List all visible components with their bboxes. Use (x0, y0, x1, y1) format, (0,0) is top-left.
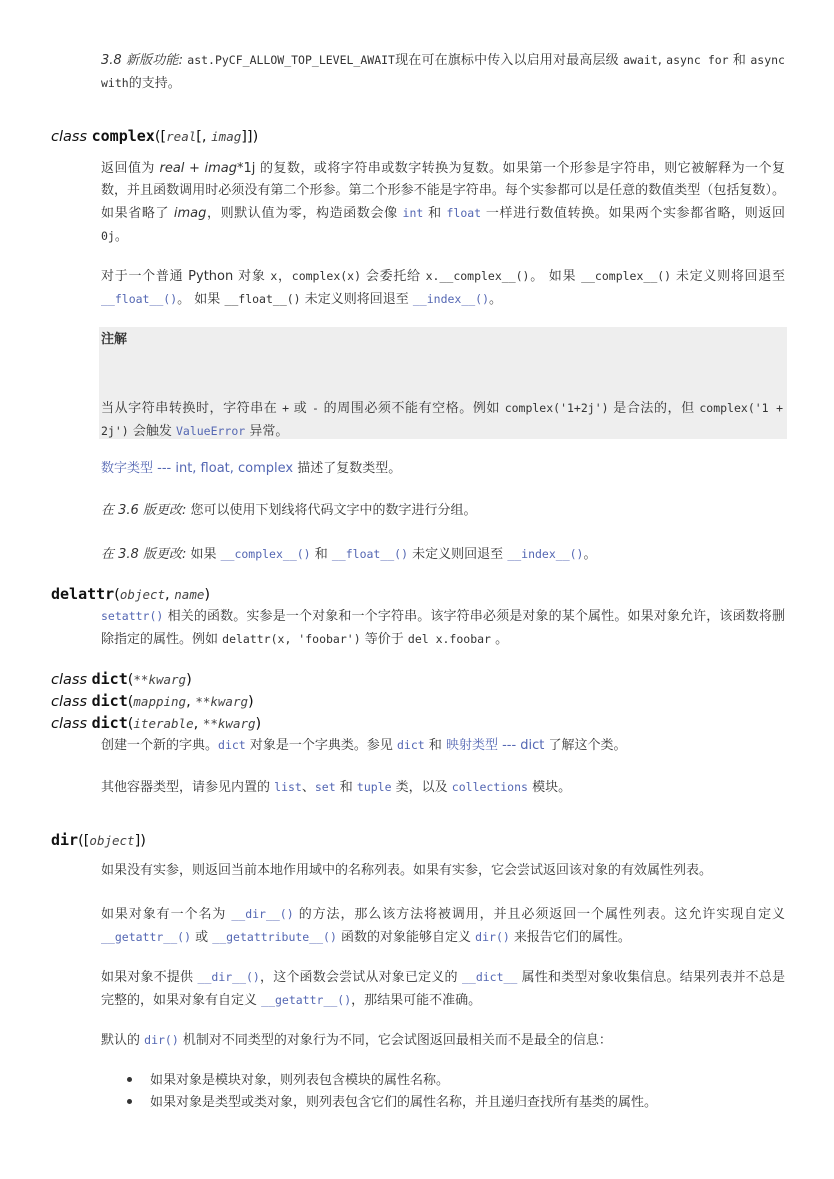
new-feature-note (101, 49, 785, 95)
param-kwarg: **kwarg (202, 716, 256, 731)
code: complex(x) (291, 269, 362, 283)
punct: ( (127, 694, 134, 710)
link-float[interactable]: float (446, 206, 482, 220)
text: 和 (335, 780, 357, 795)
dict-paragraph-1 (101, 734, 785, 757)
code: - (311, 401, 319, 415)
emphasis: real + imag (159, 161, 238, 176)
link-float-dunder[interactable]: __float__() (101, 292, 178, 306)
note-body (101, 397, 783, 443)
text: 对于一个普通 Python 对象 (101, 269, 271, 284)
text: 当从字符串转换时，字符串在 (101, 401, 283, 416)
param-object: object (119, 587, 166, 602)
dir-paragraph-2 (101, 903, 785, 949)
code-await: await (623, 53, 658, 67)
link-list[interactable]: list (274, 780, 302, 794)
text: 类，以及 (391, 780, 452, 795)
text: 返回值为 (101, 161, 160, 176)
text: 默认的 (101, 1033, 145, 1048)
complex-paragraph-1 (101, 158, 785, 248)
text: 其他容器类型，请参见内置的 (101, 780, 275, 795)
text: 。 如果 (529, 269, 582, 284)
code: delattr(x, 'foobar') (222, 632, 361, 646)
code: del x.foobar (407, 632, 491, 646)
link-float-dunder[interactable]: __float__() (331, 547, 409, 561)
version-label: 在 3.8 版更改: (101, 547, 187, 562)
text: 来报告它们的属性。 (509, 930, 631, 945)
param-name: name (174, 587, 205, 602)
function-name: complex (91, 127, 155, 145)
text: 异常。 (245, 424, 289, 439)
text: 如果 (186, 547, 221, 562)
punct: ) (255, 716, 262, 732)
punct: ]]) (241, 129, 259, 145)
function-name: delattr (51, 585, 115, 603)
link-int[interactable]: int (402, 206, 424, 220)
text: 如果没有实参，则返回当前本地作用域中的名称列表。如果有实参，它会尝试返回该对象的有效属性列表。 (101, 863, 713, 878)
text: 和 (732, 53, 747, 68)
text: 。 (489, 292, 503, 307)
punct: ( (127, 716, 134, 732)
dict-signature-3 (51, 712, 261, 735)
text: 对象是一个字典类。参见 (245, 738, 397, 753)
text: 或 (289, 401, 312, 416)
text: , (657, 53, 667, 68)
text: 函数的对象能够自定义 (336, 930, 476, 945)
function-name: dict (91, 714, 128, 732)
text: 未定义则将回退至 (300, 292, 413, 307)
punct: [, (196, 129, 212, 145)
code-async-for: async for (666, 53, 729, 67)
param-mapping: mapping (133, 694, 187, 709)
text: ，则默认值为零，构造函数会像 (206, 206, 403, 221)
note-box (99, 327, 787, 439)
punct: ( (114, 587, 120, 603)
link-index-dunder[interactable]: __index__() (412, 292, 490, 306)
param-kwarg: **kwarg (133, 672, 187, 687)
link-dict-dunder[interactable]: __dict__ (461, 970, 518, 984)
link-collections[interactable]: collections (451, 780, 528, 794)
code: complex('1 + 2j') (101, 401, 784, 438)
param-kwarg: **kwarg (195, 694, 248, 709)
text: 您可以使用下划线将代码文字中的数字进行分组。 (186, 503, 477, 518)
delattr-signature (51, 583, 210, 606)
complex-signature (51, 125, 258, 148)
text: 和 (423, 206, 447, 221)
text: 的周围必须不能有空格。例如 (318, 401, 505, 416)
link-dict[interactable]: dict (218, 738, 246, 752)
text: 是合法的，但 (608, 401, 700, 416)
link-dir[interactable]: dir() (144, 1033, 179, 1047)
text: 的支持。 (128, 76, 181, 91)
text: 未定义则将回退至 (671, 269, 785, 284)
text: 现在可在旗标中传入以启用对最高层级 (394, 53, 619, 68)
code: __complex__() (581, 269, 672, 283)
param-object: object (89, 833, 135, 848)
version-label: 3.8 新版功能: (101, 53, 183, 68)
text: 一样进行数值转换。如果两个实参都省略，则返回 (481, 206, 786, 221)
text: 或 (191, 930, 213, 945)
code: x.__complex__() (425, 269, 530, 283)
text: ， (277, 269, 292, 284)
class-keyword: class (51, 694, 87, 710)
punct: , (193, 716, 203, 732)
link-index-dunder[interactable]: __index__() (507, 547, 584, 561)
version-label: 在 3.6 版更改: (101, 503, 187, 518)
link-getattr-dunder[interactable]: __getattr__() (101, 930, 192, 944)
text: 。 (583, 547, 597, 562)
link-tuple[interactable]: tuple (356, 780, 392, 794)
text: *1j 的复数，或将字符串或数字转换为复数。如果第一个形参是字符串，则它被解释为一个复数，并且函数调用时必须没有第二个形参。第二个形参不能是字符串。每个实参都可以是任意的数值类型（包括复数）。如果省略了 (101, 161, 785, 221)
text: 模块。 (527, 780, 572, 795)
text: 会触发 (128, 424, 176, 439)
code: __float__() (224, 292, 301, 306)
code: 0j (101, 229, 115, 243)
text: 的方法，那么该方法将被调用，并且必须返回一个属性列表。这允许实现自定义 (293, 907, 785, 922)
link-getattribute-dunder[interactable]: __getattribute__() (212, 930, 337, 944)
text: 。 (114, 229, 128, 244)
text: 描述了复数类型。 (293, 461, 402, 476)
param-real: real (166, 129, 197, 144)
text: 如果对象不提供 (101, 970, 198, 985)
dir-signature (51, 829, 146, 852)
text: 。 (490, 632, 509, 647)
text: 、 (301, 780, 315, 795)
dir-paragraph-3 (101, 966, 785, 1012)
delattr-paragraph (101, 605, 785, 651)
link-dir[interactable]: dir() (475, 930, 510, 944)
text: 。 如果 (177, 292, 225, 307)
function-name: dict (91, 692, 128, 710)
punct: ([ (154, 129, 167, 145)
note-title: 注解 (101, 332, 128, 347)
complex-versionchanged-36 (101, 500, 785, 522)
dict-signature-1 (51, 668, 192, 691)
code-async-with: async with (101, 53, 785, 90)
link-dict[interactable]: dict (396, 738, 425, 752)
text: 创建一个新的字典。 (101, 738, 219, 753)
punct: ) (248, 694, 254, 710)
class-keyword: class (51, 672, 87, 688)
complex-paragraph-2 (101, 265, 785, 311)
function-name: dir (51, 831, 79, 849)
text: 未定义则回退至 (408, 547, 508, 562)
text: 相关的函数。实参是一个对象和一个字符串。该字符串必须是对象的某个属性。如果对象允许，该函数将删除指定的属性。例如 (101, 609, 785, 647)
link-mapping-types[interactable]: 映射类型 --- dict (445, 738, 545, 753)
punct: ([ (78, 833, 90, 849)
text: 属性和类型对象收集信息。结果列表并不总是完整的，如果对象有自定义 (101, 970, 785, 1008)
link-valueerror[interactable]: ValueError (175, 424, 246, 438)
text: 等价于 (360, 632, 408, 647)
class-keyword: class (51, 716, 87, 732)
punct: , (186, 694, 196, 710)
list-item: 如果对象是类型或类对象，则列表包含它们的属性名称，并且递归查找所有基类的属性。 (127, 1092, 657, 1114)
text: 和 (310, 547, 332, 562)
param-imag: imag (211, 129, 242, 144)
text: 会委托给 (361, 269, 426, 284)
complex-paragraph-3 (101, 458, 785, 480)
emphasis: imag (173, 206, 207, 221)
dir-paragraph-4 (101, 1029, 785, 1052)
punct: ]) (134, 833, 146, 849)
function-name: dict (91, 670, 128, 688)
code: complex('1+2j') (504, 401, 609, 415)
dict-paragraph-2 (101, 776, 785, 799)
class-keyword: class (51, 129, 87, 145)
link-setattr[interactable]: setattr() (101, 609, 164, 623)
link-complex-dunder[interactable]: __complex__() (220, 547, 311, 561)
punct: ( (127, 672, 134, 688)
text: 机制对不同类型的对象行为不同，它会试图返回最相关而不是最全的信息： (178, 1033, 612, 1048)
text: 如果对象有一个名为 (101, 907, 232, 922)
text: ，这个函数会尝试从对象已定义的 (259, 970, 462, 985)
punct: ) (186, 672, 192, 688)
code-flag: ast.PyCF_ALLOW_TOP_LEVEL_AWAIT (187, 53, 395, 67)
link-dir-dunder[interactable]: __dir__() (231, 907, 294, 921)
link-dir-dunder[interactable]: __dir__() (197, 970, 260, 984)
text: 了解这个类。 (544, 738, 627, 753)
code: + (282, 401, 290, 415)
link-numeric-types[interactable]: 数字类型 --- int, float, complex (101, 461, 294, 476)
text: ，那结果可能不准确。 (351, 993, 482, 1008)
code: x (270, 269, 278, 283)
dir-paragraph-1 (101, 860, 785, 882)
param-iterable: iterable (133, 716, 194, 731)
link-set[interactable]: set (314, 780, 336, 794)
dict-signature-2 (51, 690, 254, 713)
text: 和 (424, 738, 446, 753)
link-getattr-dunder[interactable]: __getattr__() (261, 993, 352, 1007)
list-item: 如果对象是模块对象，则列表包含模块的属性名称。 (127, 1070, 449, 1092)
punct: ) (204, 587, 211, 603)
punct: , (165, 587, 175, 603)
complex-versionchanged-38 (101, 543, 785, 566)
